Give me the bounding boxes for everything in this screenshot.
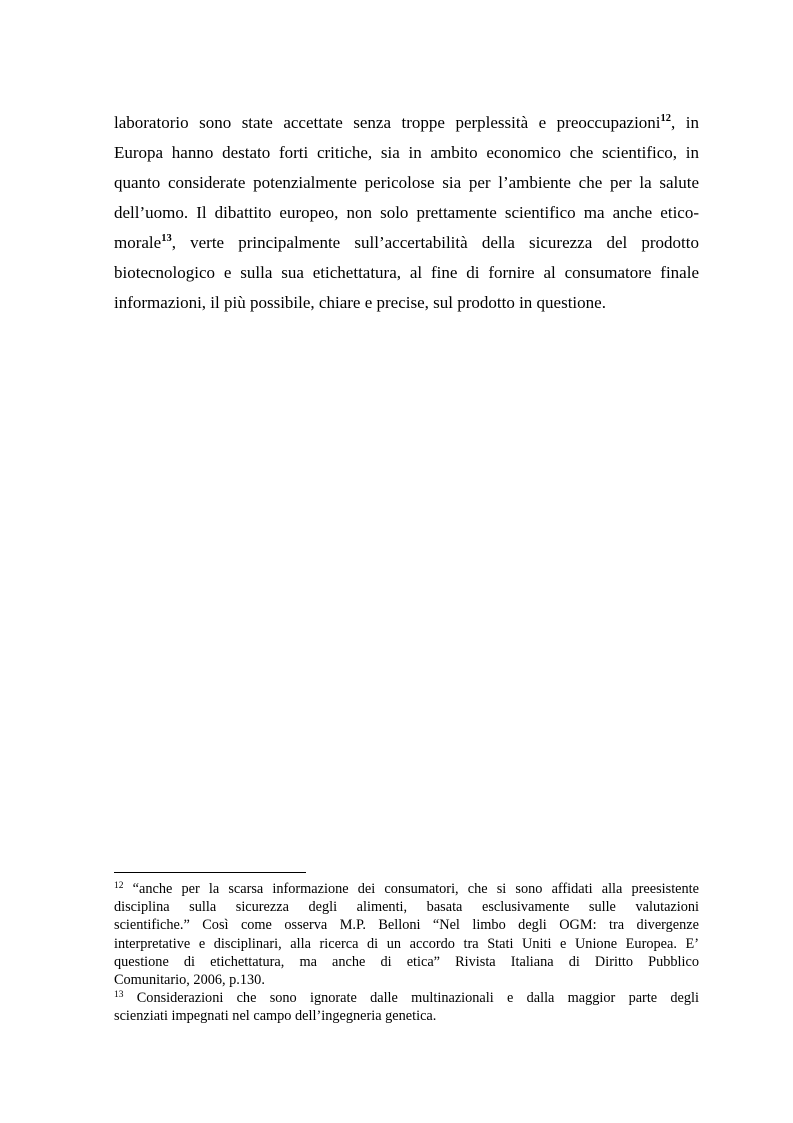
footnote-separator: [114, 872, 306, 873]
paragraph-line: dell’uomo. Il dibattito europeo, non solo prettamente scientifico ma anche etico-: [114, 203, 699, 222]
footnote-line: questione di etichettatura, ma anche di etica” Rivista Italiana di Diritto Pubblico: [114, 953, 699, 970]
footnote-13: [114, 989, 699, 1025]
paragraph-line: informazioni, il più possibile, chiare e precise, sul prodotto in questione.: [114, 293, 606, 312]
paragraph-line: morale$^{13}$, verte principalmente sull’accertabilità della sicurezza del prodotto: [114, 233, 699, 252]
footnote-number: 13: [114, 990, 124, 1001]
footnote-line: disciplina sulla sicurezza degli alimenti, basata esclusivamente sulle valutazioni: [114, 899, 699, 916]
footnote-line: $^{13}$ Considerazioni che sono ignorate dalle multinazionali e dalla maggior parte degli: [114, 990, 699, 1007]
footnote-line: $^{12}$ “anche per la scarsa informazione dei consumatori, che si sono affidati alla preesistente: [114, 881, 699, 897]
footnote-line: scienziati impegnati nel campo dell’ingegneria genetica.: [114, 1008, 437, 1025]
footnote-ref-13[interactable]: 13: [161, 233, 172, 244]
footnote-line: Comunitario, 2006, p.130.: [114, 971, 265, 988]
body-paragraph: [114, 108, 699, 318]
footnote-line: interpretative e disciplinari, alla ricerca di un accordo tra Stati Uniti e Unione Europea. E’: [114, 935, 699, 952]
footnote-line: scientifiche.” Così come osserva M.P. Belloni “Nel limbo degli OGM: tra divergenze: [114, 917, 699, 934]
footnote-number: 12: [114, 881, 124, 891]
footnotes: [114, 880, 699, 1026]
paragraph-line: Europa hanno destato forti critiche, sia in ambito economico che scientifico, in: [114, 143, 699, 162]
footnote-ref-12[interactable]: 12: [660, 113, 672, 124]
paragraph-line: biotecnologico e sulla sua etichettatura, al fine di fornire al consumatore finale: [114, 263, 699, 282]
paragraph-line: laboratorio sono state accettate senza troppe perplessità e preoccupazioni$^{12}$, in: [114, 113, 699, 132]
footnote-12: [114, 880, 699, 989]
paragraph-line: quanto considerate potenzialmente pericolose sia per l’ambiente che per la salute: [114, 173, 699, 192]
